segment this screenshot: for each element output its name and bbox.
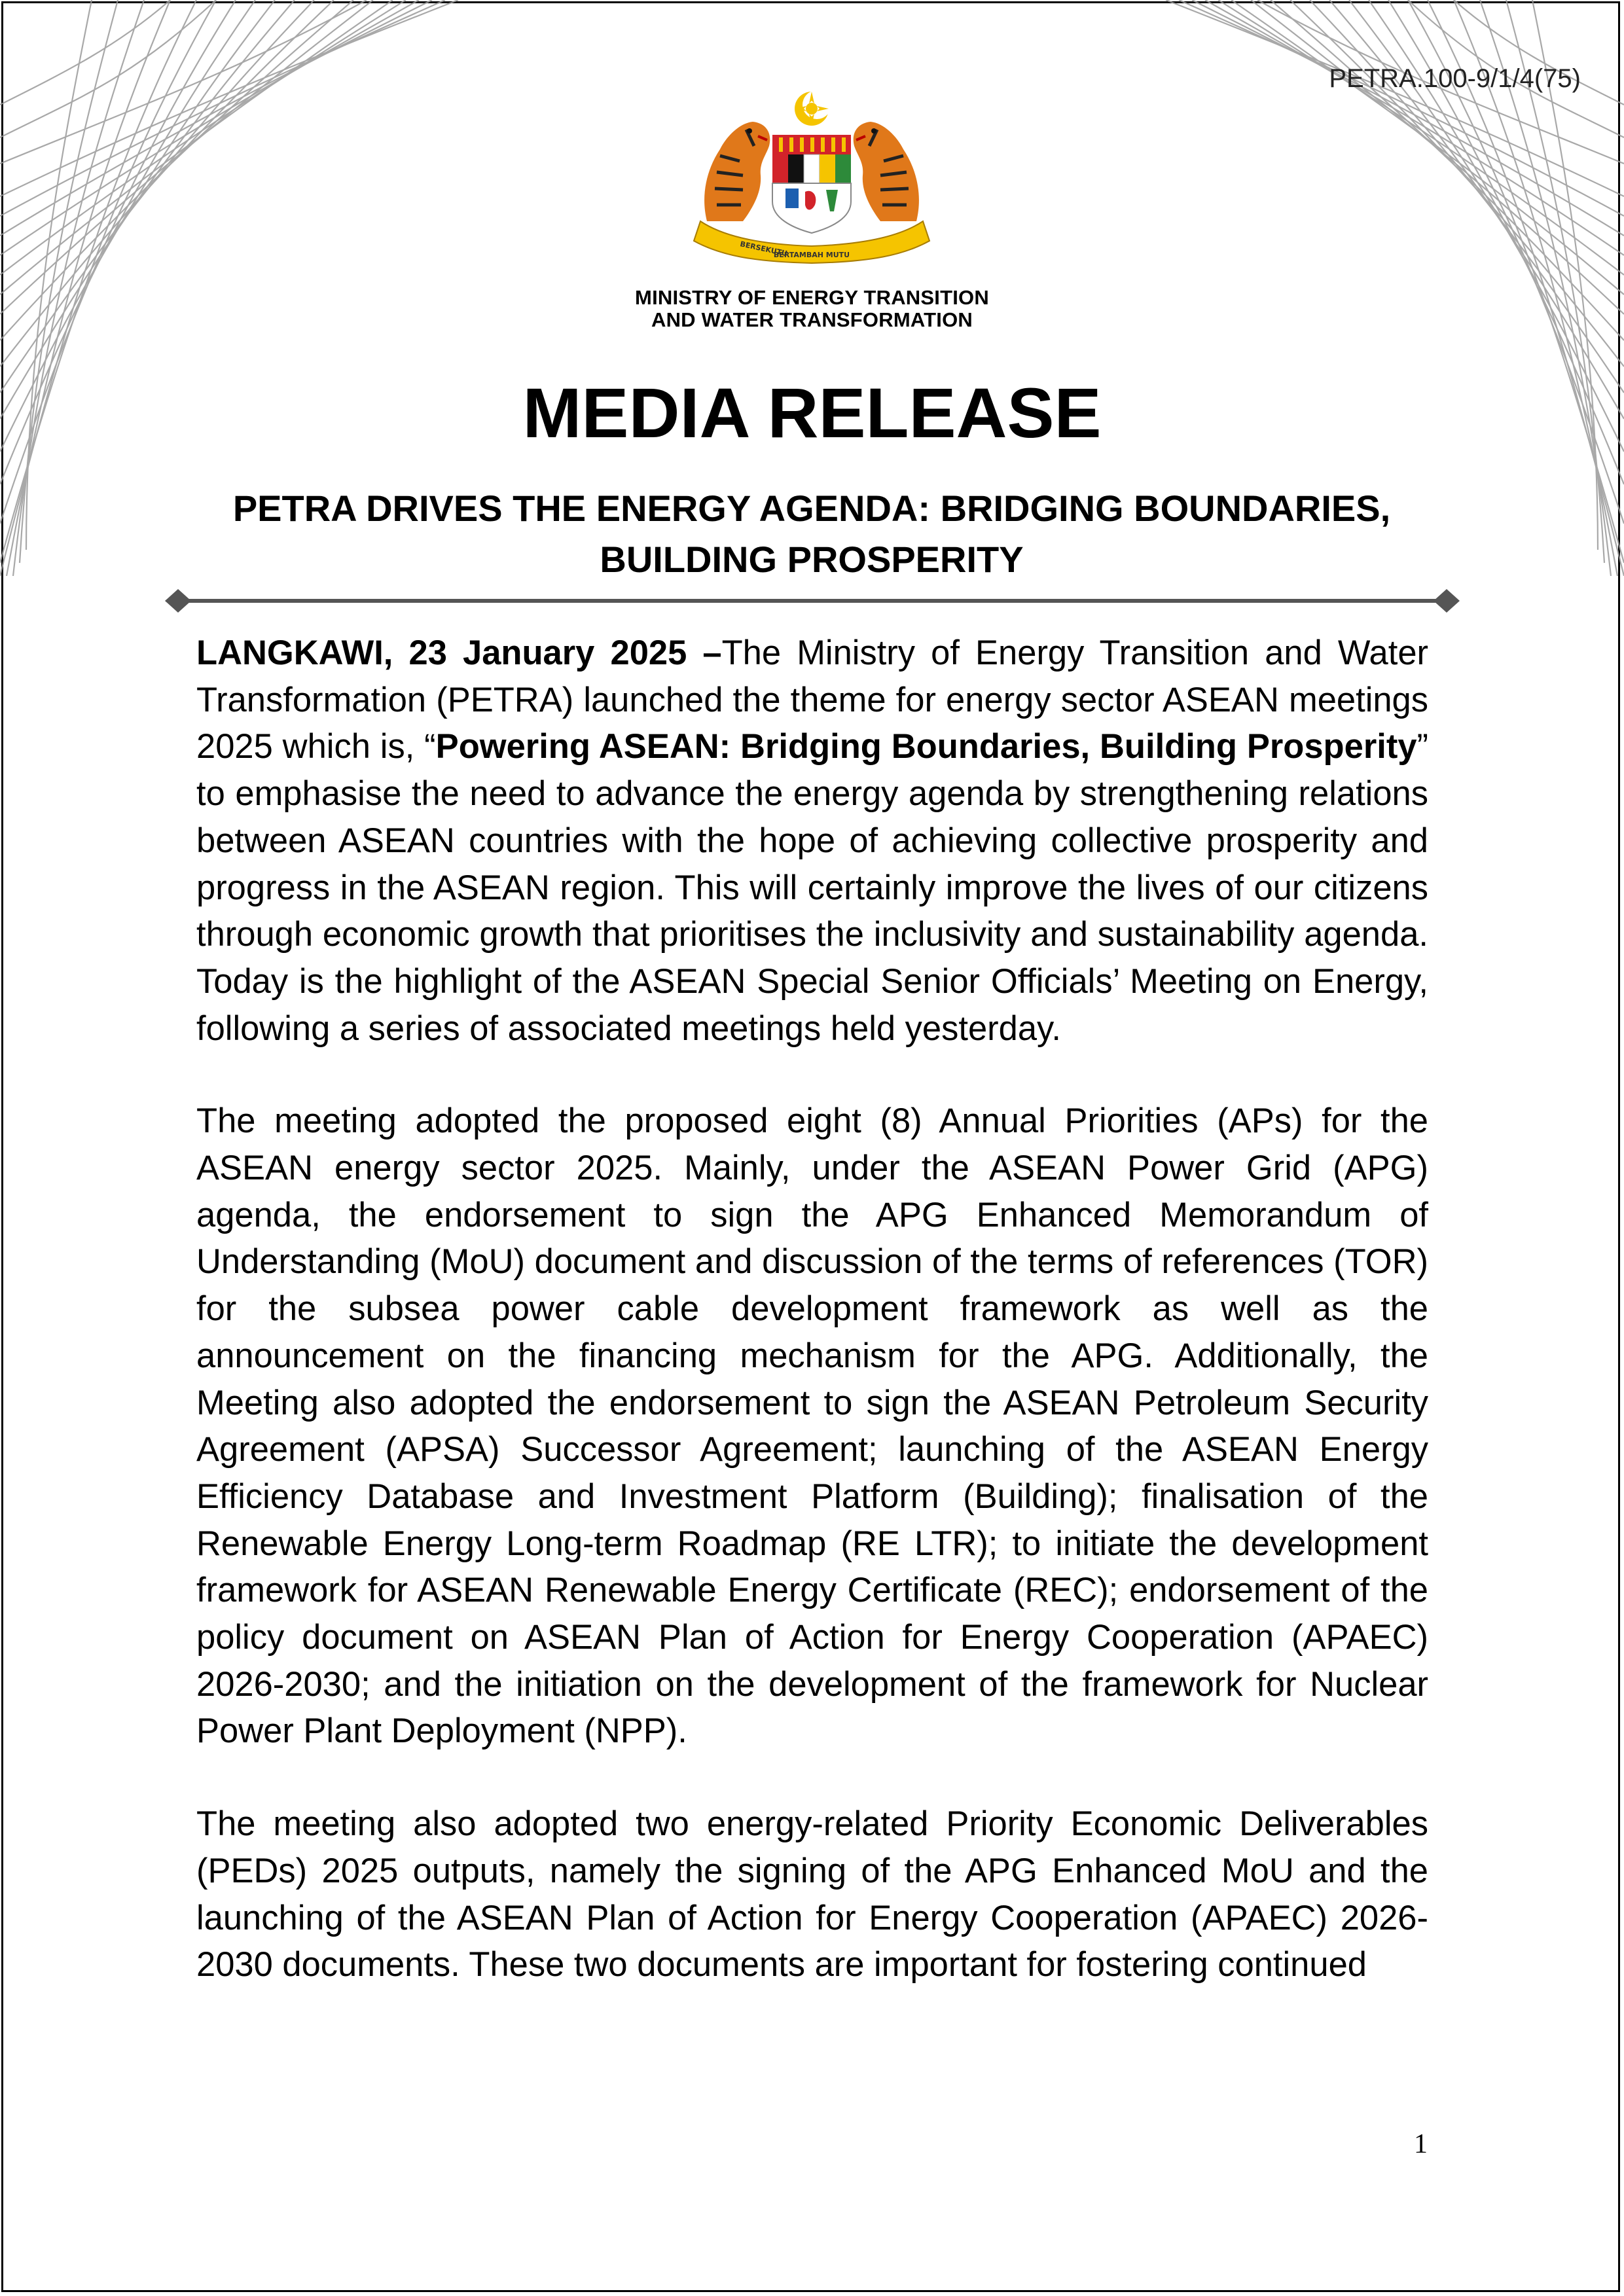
paragraph-2: The meeting adopted the proposed eight (8) Annual Priorities (APs) for the ASEAN energy sector 2025. Mainly, under the ASEAN Power Grid (APG) agenda, the endorsement to sign the APG Enhanced Memorandum of Understanding (MoU) document and discussion of the terms of references (TOR) for the subsea power cable development framework as well as the announcement on the financing mechanism for the APG. Additionally, the Meeting also adopted the endorsement to sign the ASEAN Petroleum Security Agreement (APSA) Successor Agreement; launching of the ASEAN Energy Efficiency Database and Investment Platform (Building); finalisation of the Renewable Energy Long-term Roadmap (RE LTR); to initiate the development framework for ASEAN Renewable Energy Certificate (REC); endorsement of the policy document on ASEAN Plan of Action for Energy Cooperation (APAEC) 2026-2030; and the initiation on the development of the framework for Nuclear Power Plant Deployment (NPP). (196, 1102, 1428, 1751)
ministry-name-line1: MINISTRY OF ENERGY TRANSITION (635, 286, 989, 309)
body-text (196, 630, 1428, 2034)
paragraph-1-rest: ” to emphasise the need to advance the energy agenda by strengthening relations between ASEAN countries with the hope of achieving collective prosperity and progress in the ASEAN region. This will certainly improve the lives of our citizens through economic growth that prioritises the inclusivity and sustainability agenda. Today is the highlight of the ASEAN Special Senior Officials’ Meeting on Energy, following a series of associated meetings held yesterday. (196, 727, 1428, 1048)
shield-icon (772, 135, 851, 233)
theme-text: Powering ASEAN: Bridging Boundaries, Building Prosperity (435, 727, 1417, 766)
crest-motto-left: BERSEKUTU (739, 240, 788, 259)
right-tiger-icon (854, 122, 919, 221)
headline: PETRA DRIVES THE ENERGY AGENDA: BRIDGING BOUNDARIES, BUILDING PROSPERITY (232, 488, 1391, 580)
dateline: LANGKAWI, 23 January 2025 – (196, 634, 722, 672)
coat-of-arms-logo (681, 84, 943, 274)
ministry-name-line2: AND WATER TRANSFORMATION (651, 308, 973, 331)
page-number: 1 (1414, 2129, 1428, 2159)
left-tiger-icon (704, 122, 770, 221)
reference-number: PETRA.100-9/1/4(75) (1329, 64, 1581, 93)
crest-motto-center: BERTAMBAH MUTU (773, 251, 850, 259)
headline-divider (165, 588, 1460, 614)
page-title: MEDIA RELEASE (522, 373, 1102, 452)
ministry-name (0, 287, 1624, 331)
diamond-right-icon (1434, 589, 1460, 613)
diamond-left-icon (165, 589, 191, 613)
paragraph-1 (196, 630, 1428, 1052)
paragraph-1-intro: The Ministry of Energy Transition and Water Transformation (PETRA) launched the theme for energy sector ASEAN meetings 2025 which is, “ (196, 634, 1428, 766)
crescent-star-icon (795, 90, 831, 126)
paragraph-3: The meeting also adopted two energy-related Priority Economic Deliverables (PEDs) 2025 outputs, namely the signing of the APG Enhanced MoU and the launching of the ASEAN Plan of Action for Energy Cooperation (APAEC) 2026-2030 documents. These two documents are important for fostering continued (196, 1804, 1428, 1984)
